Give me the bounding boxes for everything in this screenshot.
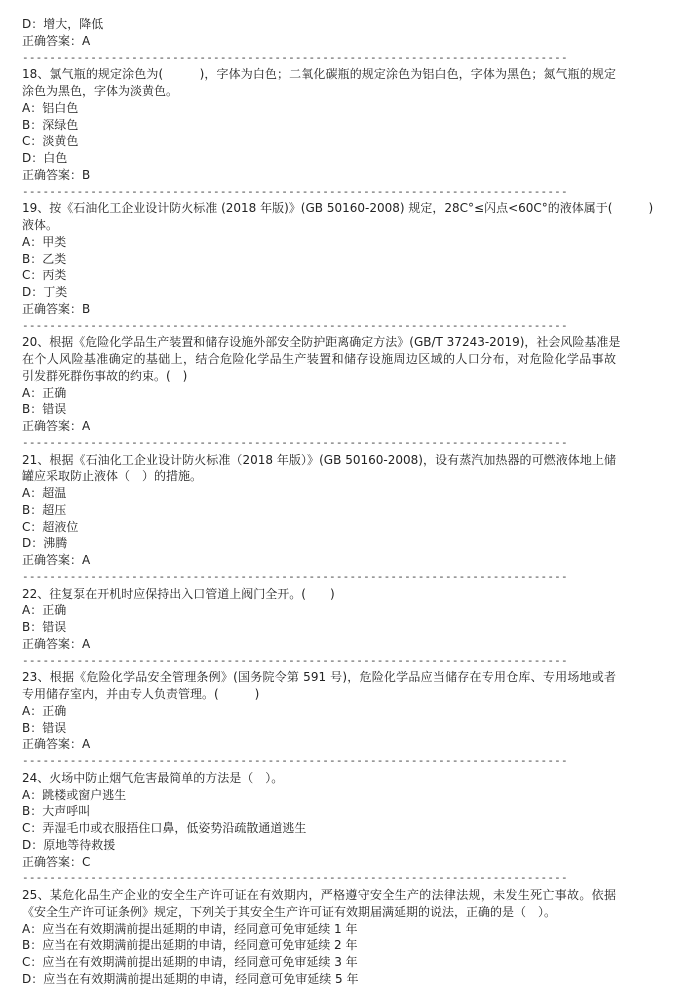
separator-line: -------------------------------------------------------------------------------- — [22, 318, 568, 332]
answer-option: A：跳楼或窗户逃生 — [22, 787, 127, 802]
question-stem: 20、根据《危险化学品生产装置和储存设施外部安全防护距离确定方法》(GB/T 37243-2019)，社会风险基准是 — [22, 335, 621, 350]
separator-line: -------------------------------------------------------------------------------- — [22, 871, 568, 885]
answer-option: A：铝白色 — [22, 100, 79, 115]
question-stem: 23、根据《危险化学品安全管理条例》(国务院令第 591 号)，危险化学品应当储存在专用仓库、专用场地或者 — [22, 670, 616, 685]
answer-option: B：大声呼叫 — [22, 804, 91, 819]
answer-option: A：甲类 — [22, 234, 67, 249]
answer-option: A：应当在有效期满前提出延期的申请，经同意可免审延续 1 年 — [22, 921, 358, 936]
question-stem: 18、氯气瓶的规定涂色为( )，字体为白色；二氧化碳瓶的规定涂色为铝白色，字体为黑色；氮气瓶的规定 — [22, 67, 616, 82]
answer-option: B：乙类 — [22, 251, 67, 266]
answer-option: C：丙类 — [22, 268, 67, 283]
answer-option: C：弄湿毛巾或衣服捂住口鼻，低姿势沿疏散通道逃生 — [22, 821, 307, 835]
answer-option: D：沸腾 — [22, 536, 68, 551]
answer-option: B：错误 — [22, 402, 67, 417]
answer-option: B：超压 — [22, 502, 67, 517]
question-stem: 《安全生产许可证条例》规定，下列关于其安全生产许可证有效期届满延期的说法，正确的是（ ）。 — [22, 904, 557, 919]
question-stem: 涂色为黑色，字体为淡黄色。 — [22, 84, 179, 98]
separator-line: -------------------------------------------------------------------------------- — [22, 435, 568, 449]
answer-option: B：深绿色 — [22, 117, 79, 132]
correct-answer: 正确答案：A — [22, 553, 91, 567]
question-stem: 25、某危化品生产企业的安全生产许可证在有效期内，严格遵守安全生产的法律法规，未发生死亡事故。依据 — [22, 888, 616, 902]
option-d: D：增大，降低 — [22, 17, 104, 31]
separator-line: -------------------------------------------------------------------------------- — [22, 653, 568, 667]
correct-answer: 正确答案：B — [22, 301, 91, 316]
answer-option: C：淡黄色 — [22, 134, 79, 149]
correct-answer: 正确答案：A — [22, 636, 91, 651]
answer-option: C：应当在有效期满前提出延期的申请，经同意可免审延续 3 年 — [22, 955, 358, 969]
question-stem: 21、根据《石油化工企业设计防火标准（2018 年版）》(GB 50160-2008)，设有蒸汽加热器的可燃液体地上储 — [22, 452, 616, 467]
answer-option: D：原地等待救援 — [22, 837, 116, 852]
question-stem: 罐应采取防止液体（ ）的措施。 — [22, 469, 203, 484]
question-stem: 19、按《石油化工企业设计防火标准 (2018 年版)》(GB 50160-2008) 规定，28C°≤闪点<60C°的液体属于( ) — [22, 201, 654, 216]
separator-line: -------------------------------------------------------------------------------- — [22, 754, 568, 767]
answer-option: B：错误 — [22, 620, 67, 634]
correct-answer: 正确答案：B — [22, 167, 91, 182]
answer-option: D：应当在有效期满前提出延期的申请，经同意可免审延续 5 年 — [22, 971, 359, 986]
answer-option: D：白色 — [22, 151, 68, 165]
correct-answer: 正确答案：A — [22, 737, 91, 752]
answer-option: A：正确 — [22, 603, 67, 618]
question-stem: 引发群死群伤事故的约束。( ) — [22, 368, 188, 383]
question-stem: 液体。 — [22, 218, 59, 232]
answer-option: A：超温 — [22, 486, 67, 500]
question-stem: 22、往复泵在开机时应保持出入口管道上阀门全开。( ) — [22, 586, 335, 601]
correct-answer: 正确答案：C — [22, 854, 91, 869]
separator-line: -------------------------------------------------------------------------------- — [22, 184, 568, 198]
question-stem: 专用储存室内，并由专人负责管理。( ) — [22, 687, 260, 701]
question-stem: 在个人风险基准确定的基础上，结合危险化学品生产装置和储存设施周边区域的人口分布，对危险化学品事故 — [22, 352, 616, 366]
answer-option: A：正确 — [22, 385, 67, 400]
answer-option: D：丁类 — [22, 285, 68, 299]
separator-line: -------------------------------------------------------------------------------- — [22, 50, 568, 64]
answer-option: A：正确 — [22, 703, 67, 718]
answer-option: B：应当在有效期满前提出延期的申请，经同意可免审延续 2 年 — [22, 938, 358, 953]
separator-line: -------------------------------------------------------------------------------- — [22, 569, 568, 583]
answer-option: B：错误 — [22, 720, 67, 735]
question-stem: 24、火场中防止烟气危害最简单的方法是（ ）。 — [22, 770, 284, 785]
answer-option: C：超液位 — [22, 519, 79, 534]
correct-answer: 正确答案：A — [22, 419, 91, 433]
correct-answer: 正确答案：A — [22, 33, 91, 48]
